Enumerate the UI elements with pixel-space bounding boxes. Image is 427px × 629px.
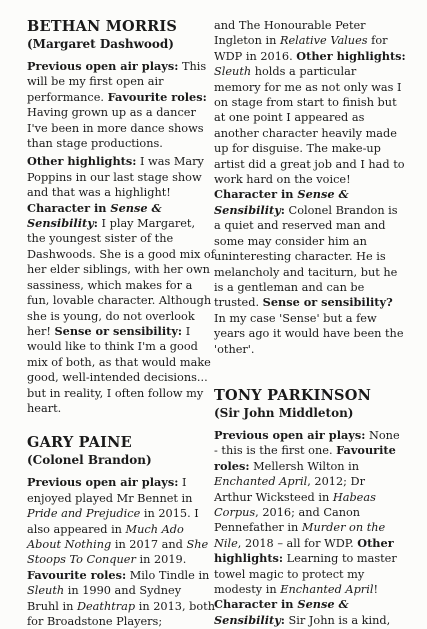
cast-role-gary: (Colonel Brandon): [27, 453, 152, 468]
cast-role-tony: (Sir John Middleton): [214, 405, 354, 420]
spacer: [27, 416, 216, 434]
gary-bio-1: Previous open air plays: I enjoyed played Mr Bennet in Pride and Prejudice in 2015. I also appeared in Much Ado About Nothing in 2017 and She Stoops To Conquer in 2019.: [27, 475, 209, 567]
text: I play Margaret, the youngest sister of the Dashwoods. She is a good mix of her elder siblings, with her own sassiness, which makes for a fun, lovable character. Although she is young, do not overlook her!: [27, 217, 215, 338]
label: Previous open air plays:: [214, 427, 366, 442]
text: I was Mary Poppins in our last stage show and that was a highlight!: [27, 155, 204, 200]
cast-name-bethan: BETHAN MORRIS: [27, 18, 177, 35]
cast-role-bethan: (Margaret Dashwood): [27, 37, 174, 51]
label: Character in Sense & Sensibility:: [27, 200, 162, 231]
bethan-bio-3: [27, 201, 216, 417]
label: Other highlights:: [214, 535, 394, 566]
cast-name-tony: TONY PARKINSON: [214, 386, 372, 404]
text: This will be my first open air performance.: [27, 60, 207, 104]
spacer: [214, 357, 406, 387]
label: Character in Sense & Sensibility:: [214, 187, 349, 217]
text: I would like to think I'm a good mix of both, as that would make good, well-intended decisions... but in reality, I often follow my heart.: [27, 324, 211, 415]
right-column: [214, 18, 406, 628]
label: Other highlights:: [296, 48, 406, 63]
label: Favourite roles:: [107, 89, 207, 104]
bethan-bio-2: [27, 154, 216, 200]
tony-bio-2: Character in Sense & Sensibility: Sir John is a kind,: [214, 597, 391, 627]
label: Other highlights:: [27, 154, 137, 169]
label: Sense or sensibility?: [262, 295, 393, 310]
gary-bio-2: Favourite roles: Milo Tindle in Sleuth in 1990 and Sydney Bruhl in Deathtrap in 2013, both for Broadstone Players;: [27, 567, 215, 628]
label: Sense or sensibility:: [54, 323, 183, 338]
label: Favourite roles:: [214, 443, 396, 473]
left-column: [27, 18, 216, 629]
gary-bio-cont: and The Honourable Peter Ingleton in Relative Values for WDP in 2016. Other highlights: Sleuth holds a particular memory for me as not only was I on stage from start to finish but at one point I appeared as another character heavily made up for disguise. The make-up artist did a great job and I had to work hard on the voice! Character in Sense & Sensibility: Colonel Brandon is a quiet and reserved man and some may consider him an uninteresting character. He is melancholy and taciturn, but he is a gentleman and can be trusted. Sense or sensibility? In my case 'Sense' but a few years ago it would have been the 'other'.: [214, 19, 406, 356]
label: Character in Sense & Sensibility:: [214, 597, 349, 627]
label: Previous open air plays:: [27, 59, 179, 73]
tony-bio-1: Previous open air plays: None - this is the first one. Favourite roles: Mellersh Wilton in Enchanted April, 2012; Dr Arthur Wicksteed in Habeas Corpus, 2016; and Canon Pennefather in Murder on the Nile, 2018 – all for WDP. Other highlights: Learning to master towel magic to protect my modesty in Enchanted April!: [214, 427, 400, 596]
label: Previous open air plays:: [27, 475, 179, 490]
cast-name-gary: GARY PAINE: [27, 434, 132, 452]
text: Having grown up as a dancer I've been in more dance shows than stage productions.: [27, 106, 204, 151]
bethan-bio-1: [27, 59, 216, 151]
label: Favourite roles:: [27, 567, 127, 582]
